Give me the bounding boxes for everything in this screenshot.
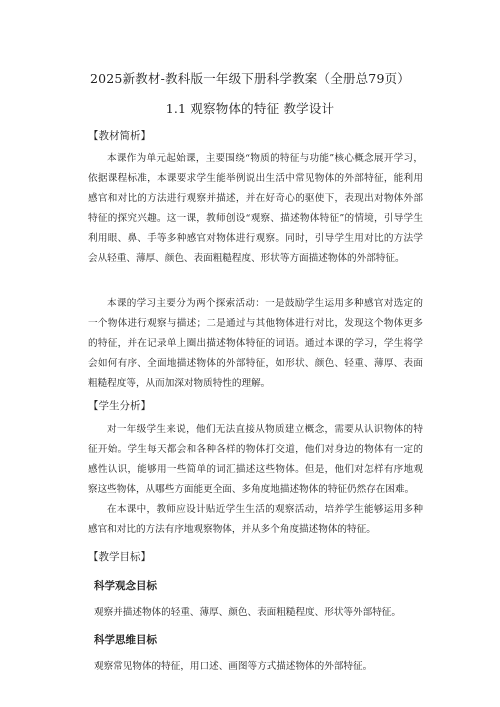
paragraph-students-2: 在本课中，教师应设计贴近学生生活的观察活动，培养学生能够运用多种感官和对比的方法有序地观察物体，并从多个角度描述物体的特征。: [88, 504, 423, 535]
section-heading-students: 【学生分析】: [88, 400, 151, 412]
subheading-thinking-goal: 科学思维目标: [94, 634, 157, 646]
subheading-concept-goal: 科学观念目标: [94, 580, 157, 592]
paragraph-textbook-1: 本课作为单元起始课，主要围绕“物质的特征与功能”核心概念展开学习，依据课程标准，本课要求学生能举例说出生活中常见物体的外部特征，能利用感官和对比的方法进行观察并描述，并在好奇心的驱使下，表现出对物体外部特征的探究兴趣。这一课，教师创设“观察、描述物体特征”的情境，引导学生利用眼、鼻、手等多种感官对物体进行观察。同时，引导学生用对比的方法学会从轻重、薄厚、颜色、表面粗糙程度、形状等方面描述物体的外部特征。: [88, 153, 423, 264]
goal-concept-text: 观察并描述物体的轻重、薄厚、颜色、表面粗糙程度、形状等外部特征。: [94, 607, 401, 618]
paragraph-students-1: 对一年级学生来说，他们无法直接从物质建立概念，需要从认识物体的特征开始。学生每天都会和各种各样的物体打交道，他们对身边的物体有一定的感性认识，能够用一些简单的词汇描述这些物体。但是，他们对怎样有序地观察这些物体，从哪些方面能更全面、多角度地描述物体的特征仍然存在困难。: [88, 424, 423, 495]
goal-thinking-text: 观察常见物体的特征，用口述、画图等方式描述物体的外部特征。: [94, 661, 373, 672]
section-heading-textbook: 【教材简析】: [88, 130, 151, 142]
section-heading-goals: 【教学目标】: [88, 551, 151, 563]
lesson-title: 1.1 观察物体的特征 教学设计: [165, 101, 335, 116]
document-title: 2025新教材-教科版一年级下册科学教案（全册总79页）: [89, 71, 411, 86]
paragraph-textbook-2: 本课的学习主要分为两个探索活动：一是鼓励学生运用多种感官对选定的一个物体进行观察与描述；二是通过与其他物体进行对比，发现这个物体更多的特征，并在记录单上圈出描述物体特征的词语。通过本课的学习，学生将学会如何有序、全面地描述物体的外部特征，如形状、颜色、轻重、薄厚、表面粗糙程度等，从而加深对物质特性的理解。: [88, 298, 423, 389]
